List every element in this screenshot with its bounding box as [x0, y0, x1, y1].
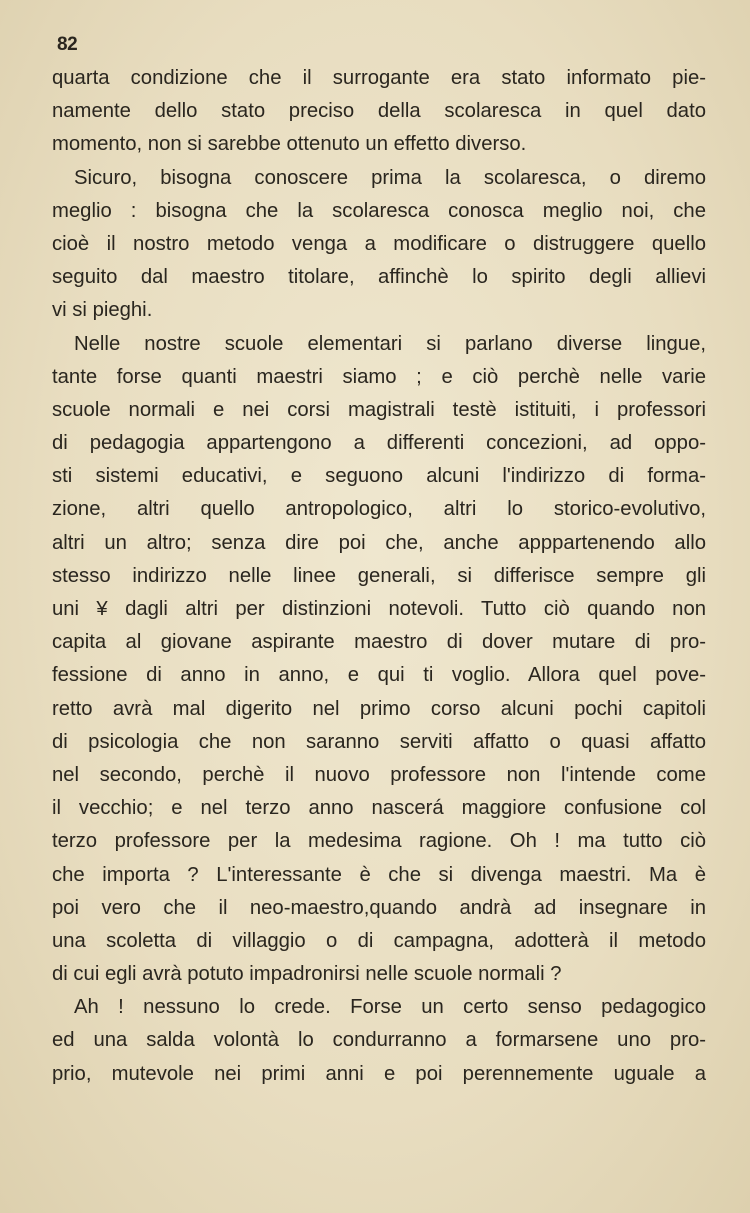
text-line: fessione di anno in anno, e qui ti voglio. Allora quel pove-: [52, 664, 706, 687]
text-line: quarta condizione che il surrogante era stato informato pie-: [52, 67, 706, 89]
text-line: namente dello stato preciso della scolaresca in quel dato: [52, 100, 706, 123]
text-line: momento, non si sarebbe ottenuto un effetto diverso.: [52, 133, 527, 156]
text-line: di cui egli avrà potuto impadronirsi nelle scuole normali ?: [52, 963, 562, 986]
text-line: Sicuro, bisogna conoscere prima la scolaresca, o diremo: [74, 166, 706, 189]
text-line: vi si pieghi.: [52, 299, 153, 322]
text-line: sti sistemi educativi, e seguono alcuni l'indirizzo di forma-: [52, 465, 706, 488]
text-line: di pedagogia appartengono a differenti concezioni, ad oppo-: [52, 432, 706, 455]
text-line: ed una salda volontà lo condurranno a formarsene uno pro-: [52, 1029, 706, 1052]
text-line: scuole normali e nei corsi magistrali testè istituiti, i professori: [52, 398, 706, 421]
text-line: poi vero che il neo-maestro,quando andrà ad insegnare in: [52, 896, 706, 919]
text-line: capita al giovane aspirante maestro di dover mutare di pro-: [52, 631, 706, 654]
text-line: stesso indirizzo nelle linee generali, si differisce sempre gli: [52, 564, 706, 587]
text-line: di psicologia che non saranno serviti affatto o quasi affatto: [52, 730, 706, 753]
text-line: una scoletta di villaggio o di campagna, adotterà il metodo: [52, 929, 706, 952]
text-line: seguito dal maestro titolare, affinchè lo spirito degli allievi: [52, 266, 706, 289]
text-line: uni ¥ dagli altri per distinzioni notevoli. Tutto ciò quando non: [52, 598, 706, 620]
text-line: che importa ? L'interessante è che si divenga maestri. Ma è: [52, 863, 706, 886]
text-line: zione, altri quello antropologico, altri lo storico-evolutivo,: [52, 498, 706, 521]
text-line: Ah ! nessuno lo crede. Forse un certo senso pedagogico: [74, 996, 706, 1019]
text-line: retto avrà mal digerito nel primo corso alcuni pochi capitoli: [52, 697, 706, 720]
body-text: [52, 62, 706, 1091]
page-number: 82: [57, 34, 78, 55]
text-line: prio, mutevole nei primi anni e poi perennemente uguale a: [52, 1062, 706, 1085]
text-line: nel secondo, perchè il nuovo professore non l'intende come: [52, 763, 706, 786]
text-line: tante forse quanti maestri siamo ; e ciò perchè nelle varie: [52, 365, 706, 388]
text-line: terzo professore per la medesima ragione. Oh ! ma tutto ciò: [52, 830, 706, 853]
text-line: meglio : bisogna che la scolaresca conosca meglio noi, che: [52, 199, 706, 222]
text-line: altri un altro; senza dire poi che, anche apppartenendo allo: [52, 531, 706, 554]
text-line: cioè il nostro metodo venga a modificare o distruggere quello: [52, 232, 706, 255]
text-line: il vecchio; e nel terzo anno nascerá maggiore confusione col: [52, 797, 706, 820]
text-line: Nelle nostre scuole elementari si parlano diverse lingue,: [74, 332, 706, 355]
